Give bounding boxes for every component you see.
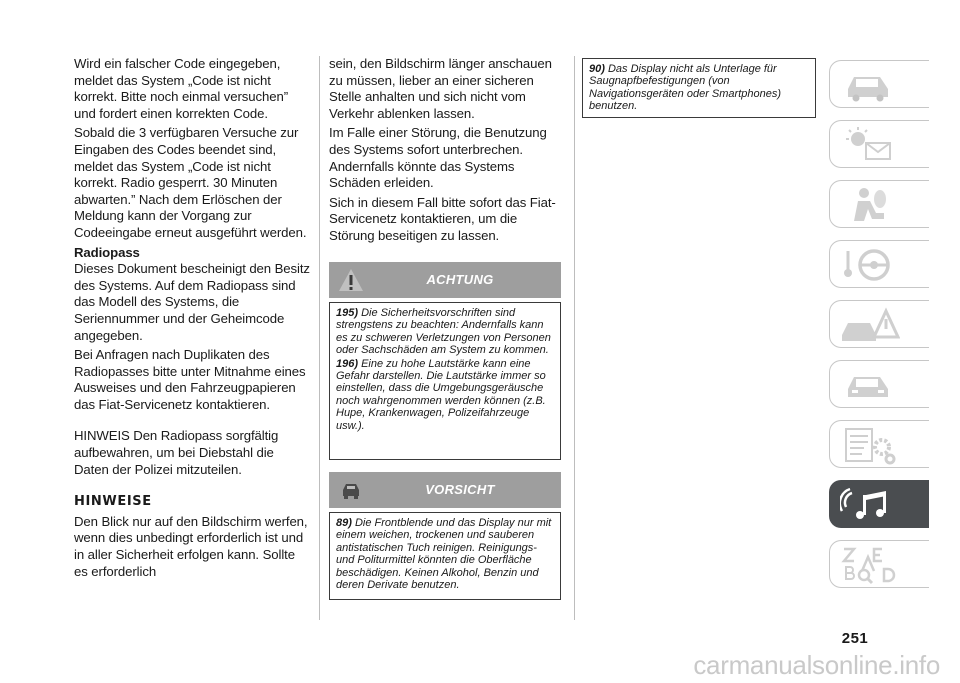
tab-multimedia[interactable]: [829, 480, 929, 528]
caution-entry: [336, 517, 554, 591]
column-divider: [319, 56, 320, 620]
entry-number: 195): [336, 307, 359, 319]
entry-number: 196): [336, 357, 359, 370]
note-box: [582, 58, 816, 118]
car-maintenance-icon: [840, 365, 900, 405]
warning-entry: [336, 307, 554, 357]
multimedia-icon: [840, 485, 900, 525]
paragraph: HINWEIS Den Radiopass sorgfältig aufbewahren, um bei Diebstahl die Daten der Polizei mitzuteilen.: [74, 428, 279, 477]
tab-technical-data[interactable]: [829, 420, 929, 468]
warning-lights-message-icon: [840, 125, 900, 165]
warning-box: [329, 302, 561, 460]
tab-car-dashboard[interactable]: [829, 60, 929, 108]
hinweise-heading: HINWEISE: [74, 494, 152, 510]
tab-starting-driving[interactable]: [829, 240, 929, 288]
warning-title: ACHTUNG: [426, 272, 494, 287]
paragraph: Im Falle einer Störung, die Benutzung des Systems sofort unterbrechen. Andernfalls könnte das Systems Schäden erleiden.: [329, 125, 547, 191]
entry-number: 89): [336, 517, 352, 529]
column-divider: [574, 56, 575, 620]
entry-number: 90): [589, 63, 605, 75]
warning-banner: [329, 262, 561, 298]
page-number: 251: [841, 630, 869, 647]
entry-text: Die Frontblende und das Display nur mit einem weichen, trockenen und sauberen antistatischen Tuch reinigen. Reinigungs- und Politurmittel könnten die Oberfläche beschädigen. Keinen Alkohol, Benzin und deren Derivate benutzen.: [336, 517, 552, 592]
paragraph: Bei Anfragen nach Duplikaten des Radiopasses bitte unter Mitnahme eines Ausweises und den Fahrzeugpapieren das Fiat-Servicenetz kontaktieren.: [74, 347, 306, 412]
caution-banner: [329, 472, 561, 508]
tab-safety[interactable]: [829, 180, 929, 228]
car-dashboard-icon: [840, 65, 900, 105]
text-column-2: [329, 56, 563, 248]
alphabetical-index-icon: [840, 545, 900, 585]
paragraph: Sich in diesem Fall bitte sofort das Fiat-Servicenetz kontaktieren, um die Störung beseitigen zu lassen.: [329, 194, 556, 243]
safety-airbag-icon: [840, 185, 900, 225]
caution-title: VORSICHT: [425, 482, 495, 497]
paragraph: Sobald die 3 verfügbaren Versuche zur Eingaben des Codes beendet sind, meldet das System „Code ist nicht korrekt. Radio gesperrt. 30 Minuten abwarten.” Nach dem Erlöschen der Meldung kann der Vorgang zur Codeeingabe erneut ausgeführt werden.: [74, 125, 307, 240]
tab-maintenance[interactable]: [829, 360, 929, 408]
radiopass-heading: Radiopass: [74, 244, 140, 260]
caution-box: [329, 512, 561, 600]
watermark: carmanualsonline.info: [693, 650, 940, 680]
tab-emergency[interactable]: [829, 300, 929, 348]
paragraph: Dieses Dokument bescheinigt den Besitz des Systems. Auf dem Radiopass sind das Modell des Systems, die Seriennummer und der Geheimcode angegeben.: [74, 261, 310, 343]
paragraph: Den Blick nur auf den Bildschirm werfen, wenn dies unbedingt erforderlich ist und in aller Sicherheit erfolgen kann. Sollte es erforderlich: [74, 513, 308, 579]
entry-text: Das Display nicht als Unterlage für Saugnapfbefestigungen (von Navigationsgeräten oder Smartphones) benutzen.: [589, 63, 782, 113]
steering-wheel-key-icon: [840, 245, 900, 285]
technical-data-icon: [840, 425, 900, 465]
entry-text: Die Sicherheitsvorschriften sind strengstens zu beachten: Andernfalls kann es zu schweren Verletzungen von Personen oder Sachschäden am System zu kommen.: [336, 307, 551, 357]
text-column-1: [74, 56, 312, 583]
warning-entry: [336, 358, 554, 432]
tab-warning-lights[interactable]: [829, 120, 929, 168]
paragraph: sein, den Bildschirm länger anschauen zu müssen, lieber an einer sicheren Stelle anhalten und sich nicht vom Verkehr ablenken lassen.: [329, 56, 552, 121]
entry-text: Eine zu hohe Lautstärke kann eine Gefahr darstellen. Die Lautstärke immer so einstellen, dass die Umgebungsgeräusche noch wahrgenommen werden können (z.B. Hupe, Krankenwagen, Polizeifahrzeuge usw.).: [336, 357, 546, 432]
emergency-breakdown-icon: [840, 305, 900, 345]
paragraph: Wird ein falscher Code eingegeben, meldet das System „Code ist nicht korrekt. Bitte noch einmal versuchen” und fordert einen korrekten Code.: [74, 56, 288, 121]
tab-index[interactable]: [829, 540, 929, 588]
